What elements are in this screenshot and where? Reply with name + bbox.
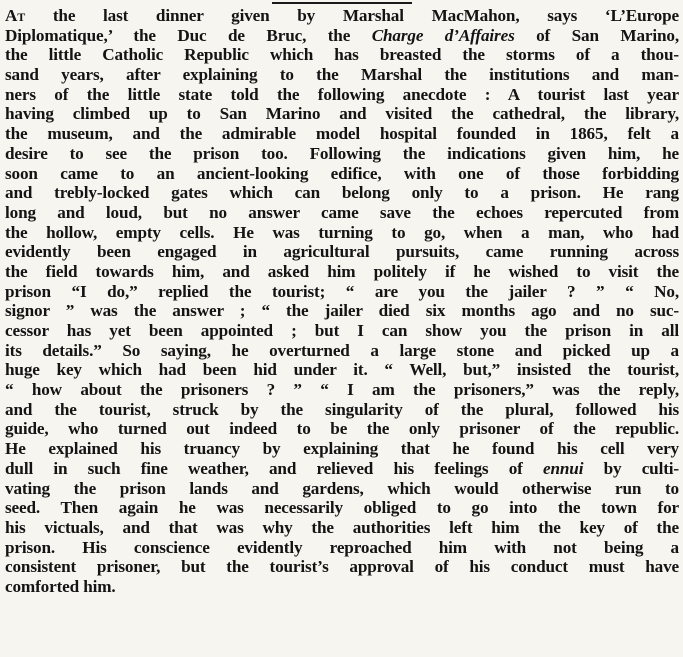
article-line: his victuals, and that was why the authorities left him the key of the: [5, 517, 679, 537]
article-line: desire to see the prison too. Following the indications given him, he: [5, 143, 679, 163]
article-line: “ how about the prisoners ? ” “ I am the prisoners,” was the reply,: [5, 380, 679, 400]
article-line: prison “I do,” replied the tourist; “ are you the jailer ? ” “ No,: [5, 281, 679, 301]
article-line: cessor has yet been appointed ; but I can show you the prison in all: [5, 321, 679, 340]
article-line: huge key which had been hid under it. “ Well, but,” insisted the tourist,: [5, 360, 679, 380]
article-line: Aт the last dinner given by Marshal MacMahon, says ‘L’Europe: [5, 6, 679, 25]
article-line: ners of the little state told the following anecdote : A tourist last year: [5, 84, 679, 104]
article-line: vating the prison lands and gardens, which would otherwise run to: [5, 478, 679, 498]
article-line: and the tourist, struck by the singularity of the plural, followed his: [5, 399, 679, 419]
article-line: its details.” So saying, he overturned a large stone and picked up a: [5, 340, 679, 360]
article-line: evidently been engaged in agricultural pursuits, came running across: [5, 242, 679, 262]
article-line: guide, who turned out indeed to be the only prisoner of the republic.: [5, 419, 679, 439]
article-line: soon came to an ancient-looking edifice, with one of those forbidding: [5, 163, 679, 183]
article-line: the museum, and the admirable model hospital founded in 1865, felt a: [5, 124, 679, 144]
article-line: prison. His conscience evidently reproached him with not being a: [5, 537, 679, 557]
article-line: consistent prisoner, but the tourist’s approval of his conduct must have: [5, 557, 679, 577]
article-line: and trebly-locked gates which can belong only to a prison. He rang: [5, 183, 679, 203]
article-column: [5, 6, 679, 597]
article-line: having climbed up to San Marino and visited the cathedral, the library,: [5, 104, 679, 124]
article-line: comforted him.: [5, 576, 116, 596]
article-line: the hollow, empty cells. He was turning to go, when a man, who had: [5, 222, 679, 242]
article-line: sand years, after explaining to the Marshal the institutions and man-: [5, 65, 679, 85]
article-line: signor ” was the answer ; “ the jailer died six months ago and no suc-: [5, 301, 679, 321]
article-line: the little Catholic Republic which has breasted the storms of a thou-: [5, 45, 679, 65]
article-line: dull in such fine weather, and relieved his feelings of ennui by culti-: [5, 458, 679, 478]
article-line: long and loud, but no answer came save the echoes repercuted from: [5, 202, 679, 222]
article-line: seed. Then again he was necessarily obliged to go into the town for: [5, 498, 679, 518]
article-line: the field towards him, and asked him politely if he wished to visit the: [5, 261, 679, 281]
article-line: Diplomatique,’ the Duc de Bruc, the Charge d’Affaires of San Marino,: [5, 25, 679, 45]
article-line: He explained his truancy by explaining that he found his cell very: [5, 439, 679, 459]
